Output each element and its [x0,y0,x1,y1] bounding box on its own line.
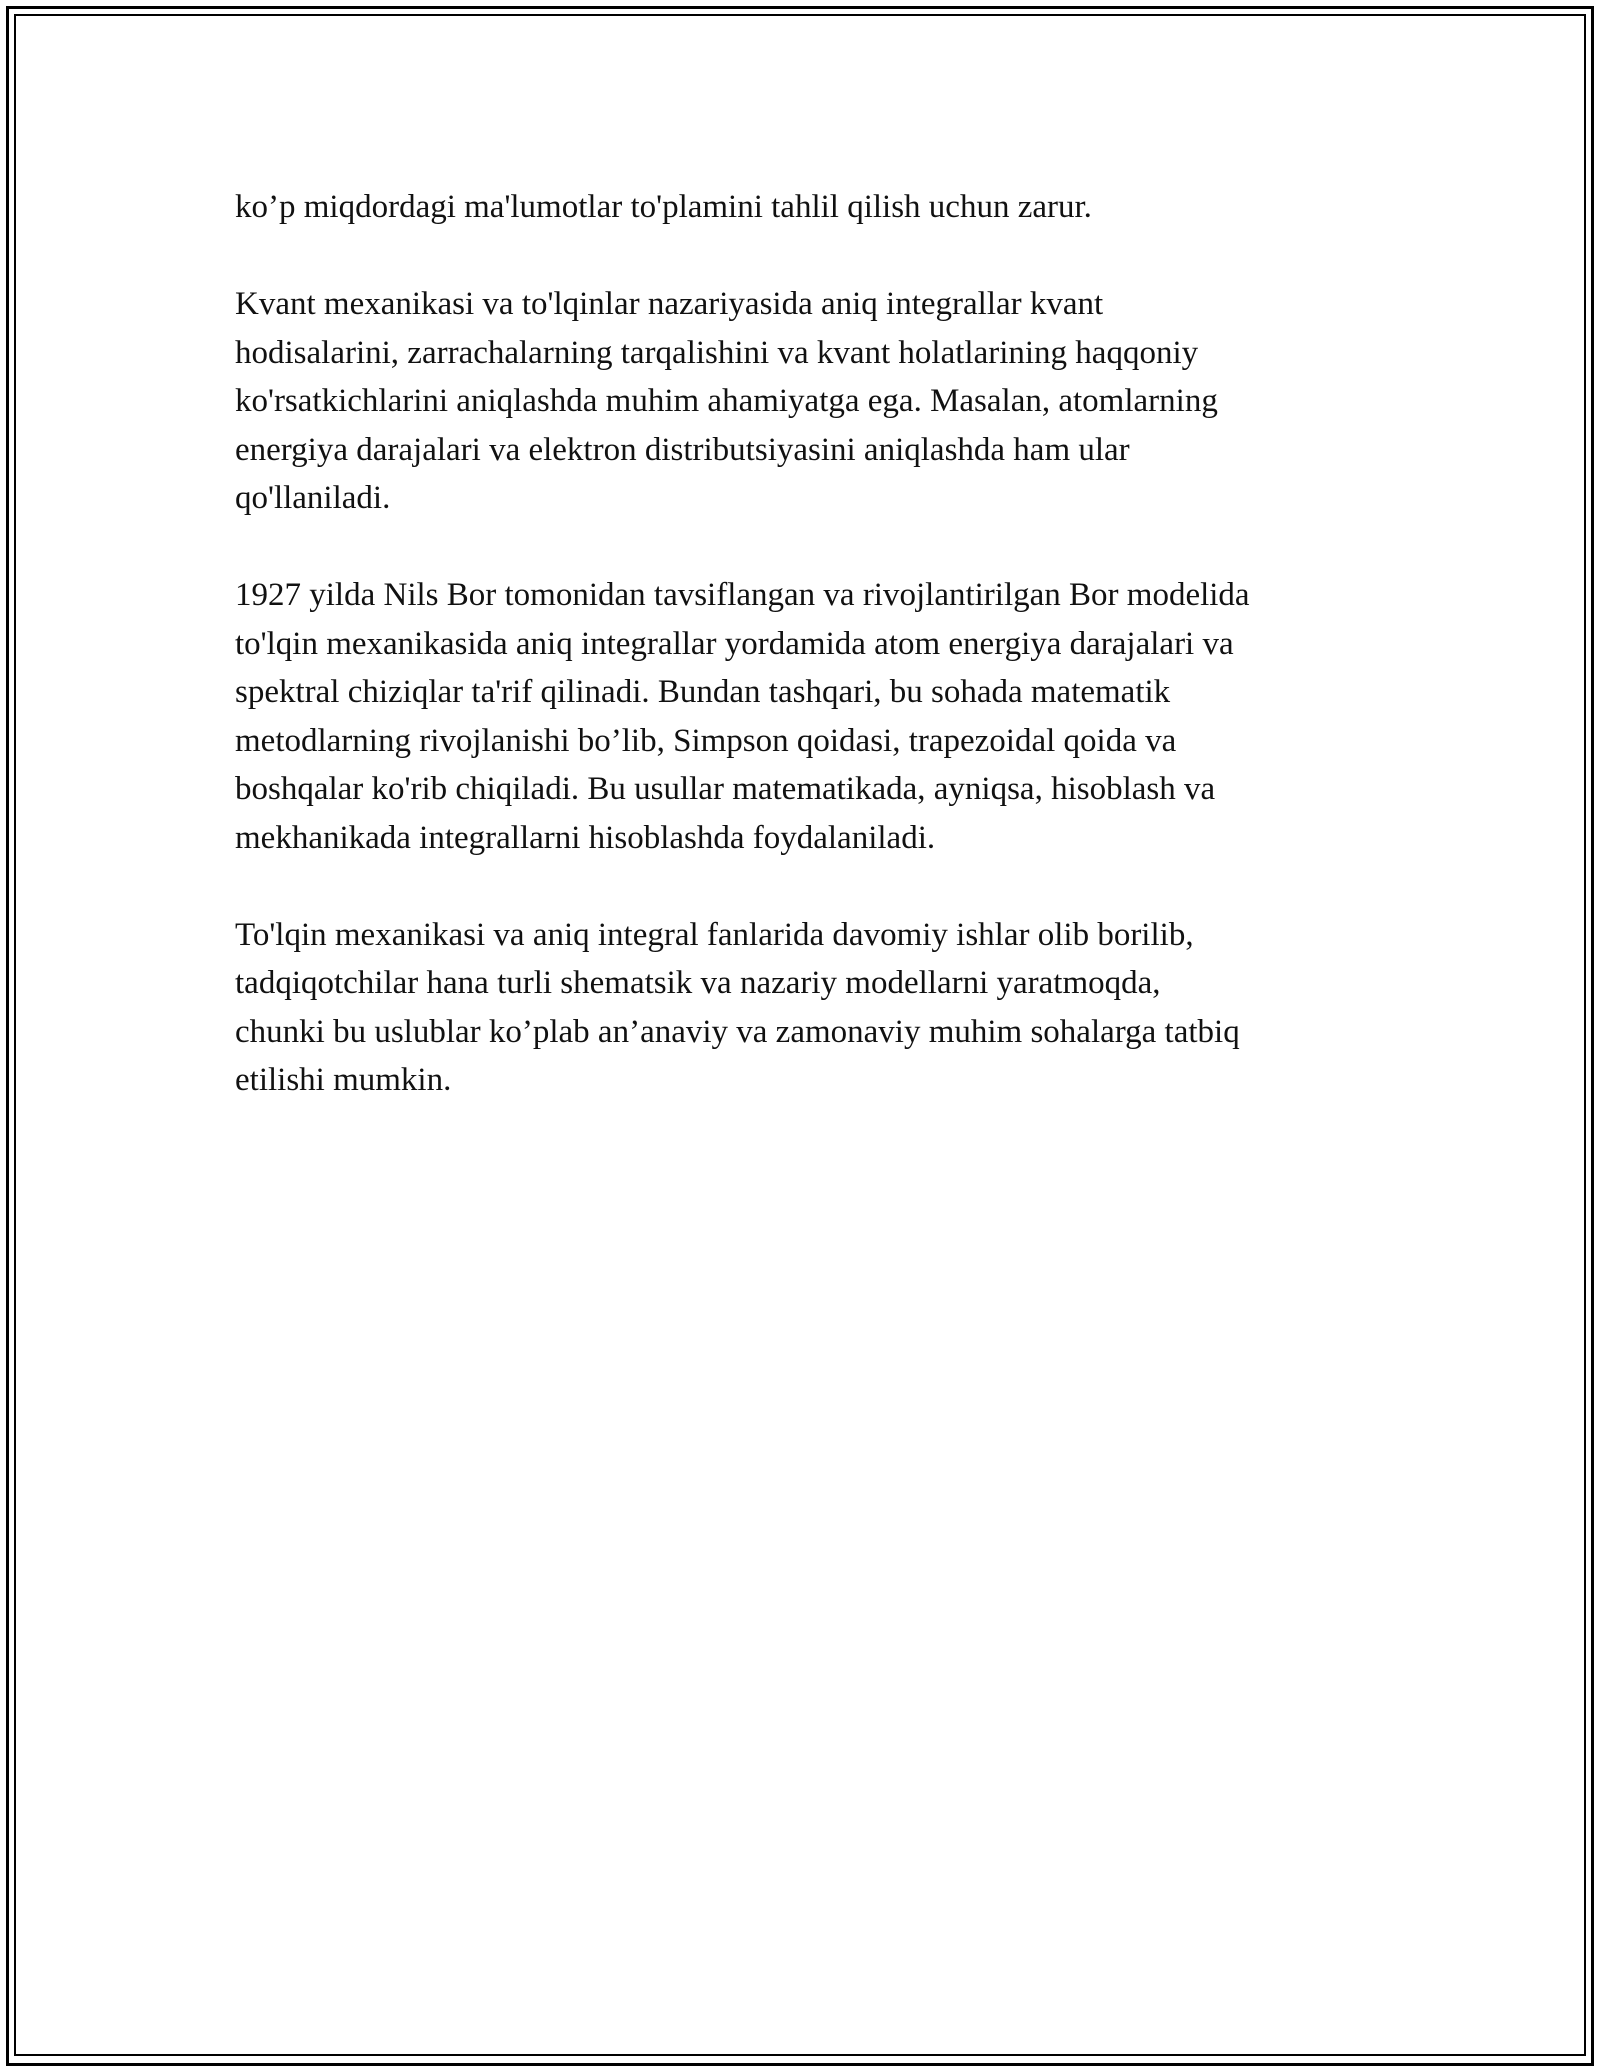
paragraph-3: 1927 yilda Nils Bor tomonidan tavsiflangan va rivojlantirilgan Bor modelida to'lqin mexanikasida aniq integrallar yordamida atom energiya darajalari va spektral chiziqlar ta'rif qilinadi. Bundan tashqari, bu sohada matematik metodlarning rivojlanishi bo’lib, Simpson qoidasi, trapezoidal qoida va boshqalar ko'rib chiqiladi. Bu usullar matematikada, ayniqsa, hisoblash va mekhanikada integrallarni hisoblashda foydalaniladi. [235,577,1250,856]
paragraph-2: Kvant mexanikasi va to'lqinlar nazariyasida aniq integrallar kvant hodisalarini, zarrachalarning tarqalishini va kvant holatlarining haqqoniy ko'rsatkichlarini aniqlashda muhim ahamiyatga ega. Masalan, atomlarning energiya darajalari va elektron distributsiyasini aniqlashda ham ular qo'llaniladi. [235,286,1218,516]
document-body [235,183,1415,1153]
paragraph-4: To'lqin mexanikasi va aniq integral fanlarida davomiy ishlar olib borilib, tadqiqotchilar hana turli shematsik va nazariy modellarni yaratmoqda, chunki bu uslublar ko’plab an’anaviy va zamonaviy muhim sohalarga tatbiq etilishi mumkin. [235,916,1240,1098]
paragraph-1: ko’p miqdordagi ma'lumotlar to'plamini tahlil qilish uchun zarur. [235,189,1092,225]
